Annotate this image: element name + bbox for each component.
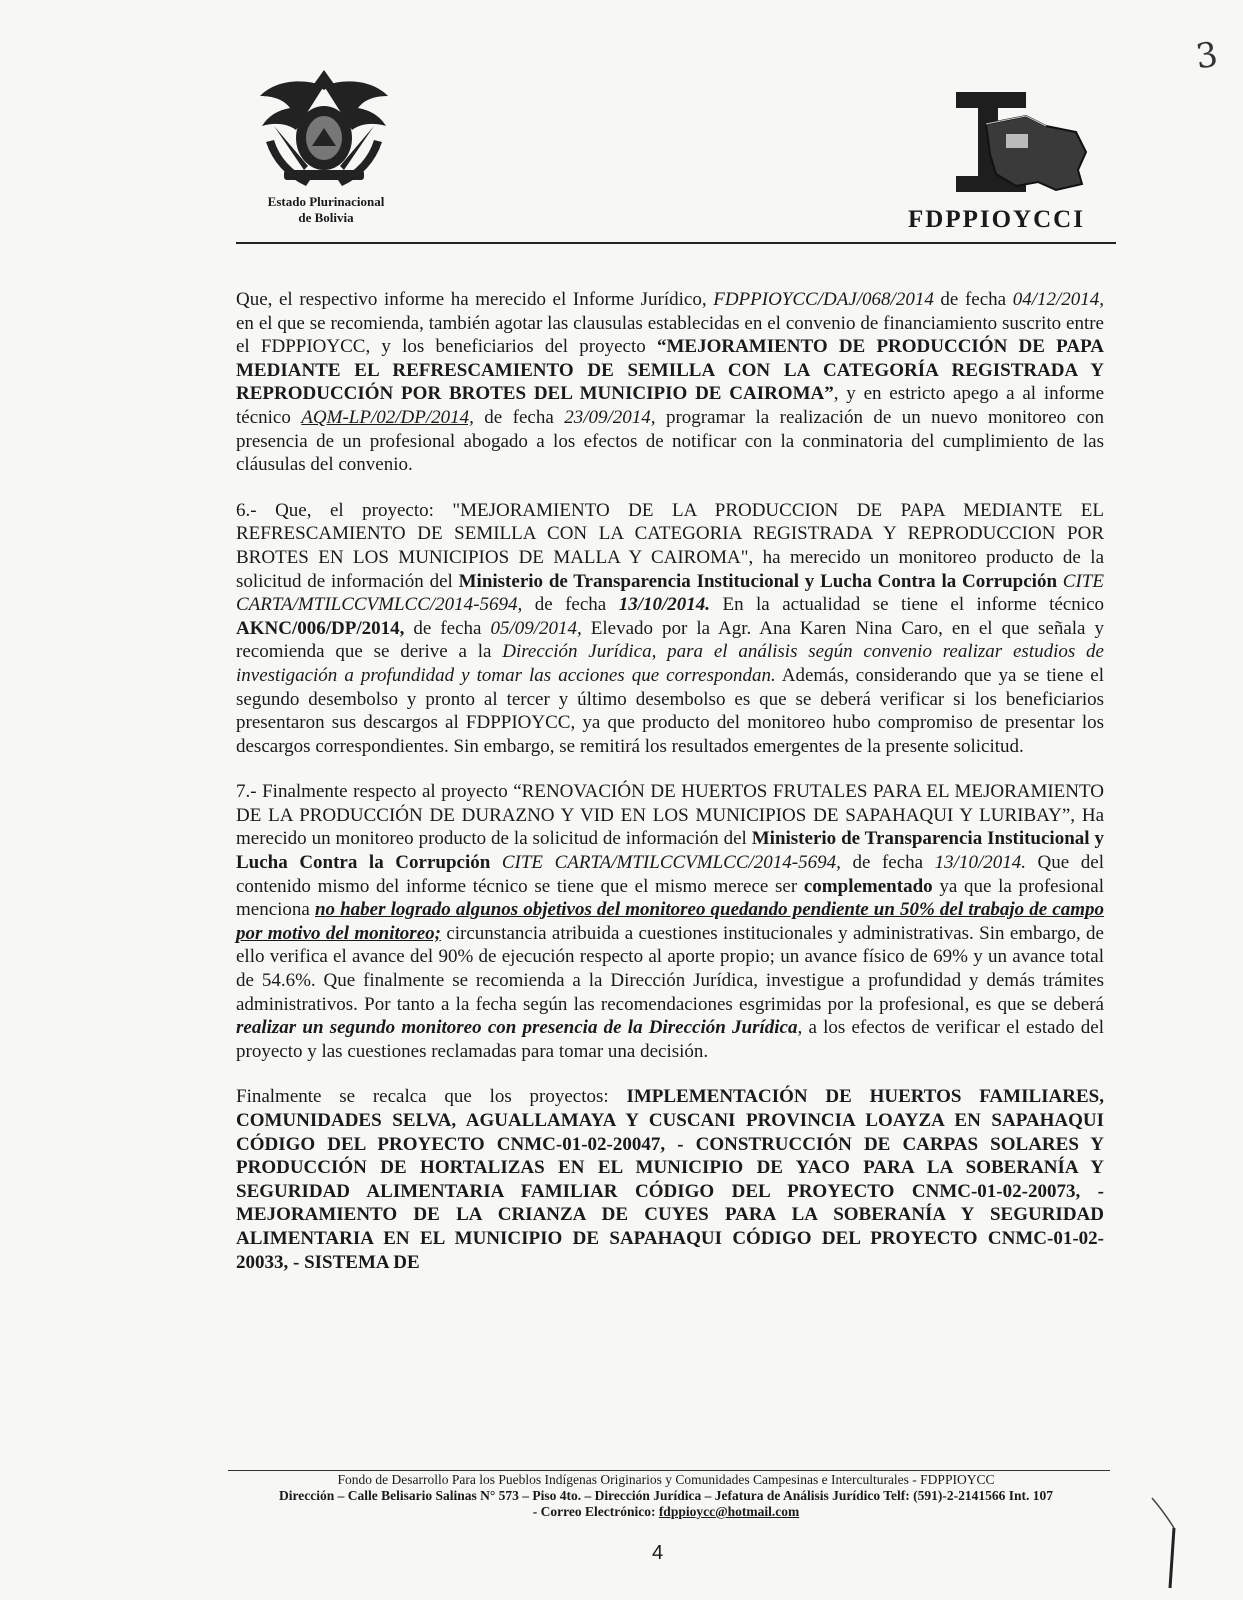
bolivia-coat-of-arms-icon [254,66,394,196]
crest-label: Estado Plurinacional de Bolivia [267,194,385,225]
footer-org-line: Fondo de Desarrollo Para los Pueblos Indígenas Originarios y Comunidades Campesinas e Interculturales - FDPPIOYCC [337,1472,995,1487]
letterhead [236,60,1116,246]
handwritten-page-mark: 3 [1193,34,1221,78]
header-divider [236,242,1116,244]
fdppioycc-logo-icon [926,84,1091,204]
footer-email-line: - Correo Electrónico: fdppioycc@hotmail.com [532,1504,800,1519]
page-number: 4 [651,1542,664,1564]
footer-divider [228,1470,1110,1471]
handwritten-check-mark-icon [1150,1480,1190,1590]
org-name: FDPPIOYCCI [908,206,1085,233]
document-body [236,288,1104,1296]
page-footer [216,1472,1116,1520]
footer-email-link[interactable]: fdppioycc@hotmail.com [658,1504,800,1519]
paragraph-final-projects: Finalmente se recalca que los proyectos: IMPLEMENTACIÓN DE HUERTOS FAMILIARES, COMUNIDADES SELVA, AGUALLAMAYA Y CUSCANI PROVINCIA LOAYZA EN SAPAHAQUI CÓDIGO DEL PROYECTO CNMC-01-02-20047, - CONSTRUCCIÓN DE CARPAS SOLARES Y PRODUCCIÓN DE HORTALIZAS EN EL MUNICIPIO DE YACO PARA LA SOBERANÍA Y SEGURIDAD ALIMENTARIA FAMILIAR CÓDIGO DEL PROYECTO CNMC-01-02-20073, - MEJORAMIENTO DE LA CRIANZA DE CUYES PARA LA SOBERANÍA Y SEGURIDAD ALIMENTARIA EN EL MUNICIPIO DE SAPAHAQUI CÓDIGO DEL PROYECTO CNMC-01-02-20033, - SISTEMA DE [236,1086,1104,1273]
paragraph-item-7: 7.- Finalmente respecto al proyecto “RENOVACIÓN DE HUERTOS FRUTALES PARA EL MEJORAMIENTO DE LA PRODUCCIÓN DE DURAZNO Y VID EN LOS MUNICIPIOS DE SAPAHAQUI Y LURIBAY”, Ha merecido un monitoreo producto de la solicitud de información del Ministerio de Transparencia Institucional y Lucha Contra la Corrupción CITE CARTA/MTILCCVMLCC/2014-5694, de fecha 13/10/2014. Que del contenido mismo del informe técnico se tiene que el mismo merece ser complementado ya que la profesional menciona no haber logrado algunos objetivos del monitoreo quedando pendiente un 50% del trabajo de campo por motivo del monitoreo; circunstancia atribuida a cuestiones institucionales y administrativas. Sin embargo, de ello verifica el avance del 90% de ejecución respecto al aporte propio; un avance físico de 69% y un avance total de 54.6%. Que finalmente se recomienda a la Dirección Jurídica, investigue a profundidad y demás trámites administrativos. Por tanto a la fecha según las recomendaciones esgrimidas por la profesional, es que se deberá realizar un segundo monitoreo con presencia de la Dirección Jurídica, a los efectos de verificar el estado del proyecto y las cuestiones reclamadas para tomar una decisión. [236,781,1105,1062]
paragraph-informe-juridico: Que, el respectivo informe ha merecido el Informe Jurídico, FDPPIOYCC/DAJ/068/2014 de fecha 04/12/2014, en el que se recomienda, también agotar las clausulas establecidas en el convenio de financiamiento suscrito entre el FDPPIOYCC, y los beneficiarios del proyecto “MEJORAMIENTO DE PRODUCCIÓN DE PAPA MEDIANTE EL REFRESCAMIENTO DE SEMILLA CON LA CATEGORÍA REGISTRADA Y REPRODUCCIÓN POR BROTES DEL MUNICIPIO DE CAIROMA”, y en estricto apego a al informe técnico AQM-LP/02/DP/2014, de fecha 23/09/2014, programar la realización de un nuevo monitoreo con presencia de un profesional abogado a los efectos de notificar con la conminatoria del cumplimiento de las cláusulas del convenio. [236,289,1105,476]
footer-address-line: Dirección – Calle Belisario Salinas N° 573 – Piso 4to. – Dirección Jurídica – Jefatura de Análisis Jurídico Telf: (591)-2-2141566 Int. 107 [279,1488,1053,1503]
paragraph-item-6: 6.- Que, el proyecto: "MEJORAMIENTO DE LA PRODUCCION DE PAPA MEDIANTE EL REFRESCAMIENTO DE SEMILLA CON LA CATEGORIA REGISTRADA Y REPRODUCCION POR BROTES EN LOS MUNICIPIOS DE MALLA Y CAIROMA", ha merecido un monitoreo producto de la solicitud de información del Ministerio de Transparencia Institucional y Lucha Contra la Corrupción CITE CARTA/MTILCCVMLCC/2014-5694, de fecha 13/10/2014. En la actualidad se tiene el informe técnico AKNC/006/DP/2014, de fecha 05/09/2014, Elevado por la Agr. Ana Karen Nina Caro, en el que señala y recomienda que se derive a la Dirección Jurídica, para el análisis según convenio realizar estudios de investigación a profundidad y tomar las acciones que correspondan. Además, considerando que ya se tiene el segundo desembolso y pronto al tercer y último desembolso es que se deberá verificar si los beneficiarios presentaron sus descargos al FDPPIOYCC, ya que producto del monitoreo hubo compromiso de presentar los descargos correspondientes. Sin embargo, se remitirá los resultados emergentes de la presente solicitud. [236,499,1105,757]
